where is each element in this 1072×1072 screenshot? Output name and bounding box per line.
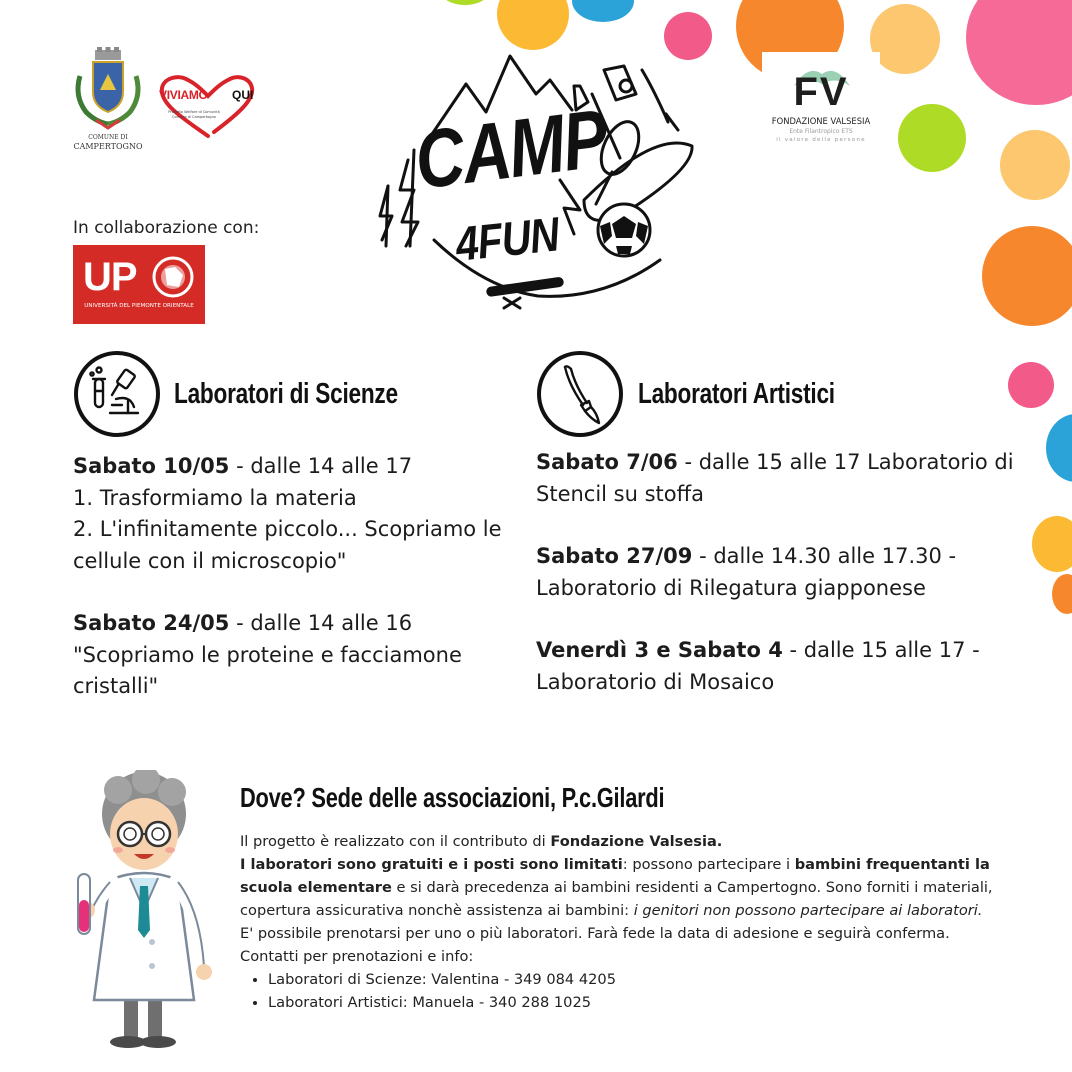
event-date: Sabato 27/09 <box>536 544 693 568</box>
contact-item: • Laboratori Artistici: Manuela - 340 288 1025 <box>268 991 1020 1014</box>
scientist-illustration <box>66 770 222 1050</box>
fondazione-valsesia-logo <box>762 52 880 146</box>
contacts-list <box>240 968 1020 1014</box>
scientist-icon <box>66 770 222 1050</box>
arts-event-1-line: Stencil su stoffa <box>536 481 704 506</box>
science-event-2-header <box>73 608 523 640</box>
science-event-1-line: cellule con il microscopio" <box>73 548 347 573</box>
upo-logo <box>73 245 205 324</box>
comune-label-2: CAMPERTOGNO <box>73 142 143 151</box>
paintbrush-icon <box>541 355 619 433</box>
science-event-2-line: cristalli" <box>73 674 159 698</box>
event-time: - dalle 15 alle 17 - <box>782 638 980 662</box>
comune-label-1: COMUNE DI <box>88 134 128 141</box>
info-text: : possono partecipare i <box>622 856 795 873</box>
event-time: - dalle 14.30 alle 17.30 - <box>692 544 957 568</box>
arts-event-2-header <box>536 541 1016 573</box>
science-event-2-line: "Scopriamo le proteine e facciamone <box>73 642 462 667</box>
viviamo-qui-logo <box>156 74 260 140</box>
info-bold: Fondazione Valsesia. <box>550 833 723 850</box>
camp-4fun-logo <box>374 50 704 316</box>
science-event-1-line: 2. L'infinitamente piccolo... Scopriamo le <box>73 517 502 541</box>
arts-schedule <box>536 447 1016 698</box>
contact-item: • Laboratori di Scienze: Valentina - 349 084 4205 <box>268 968 1020 991</box>
event-date: Sabato 10/05 <box>73 454 230 478</box>
upo-subtext: UNIVERSITÀ DEL PIEMONTE ORIENTALE <box>84 303 194 309</box>
info-bold: bambini frequentanti la scuola elementare <box>240 856 990 896</box>
fv-letters: FV <box>793 70 849 114</box>
science-event-1-header <box>73 451 523 483</box>
science-title: Laboratori di Scienze <box>174 378 398 410</box>
event-date: Venerdì 3 e Sabato 4 <box>536 638 783 662</box>
science-schedule <box>73 451 523 703</box>
heart-icon <box>156 74 260 140</box>
viviamo-word-3: QUI <box>232 88 254 102</box>
comune-logo <box>70 46 146 154</box>
upo-map-icon <box>151 255 195 299</box>
camp-logo-subtitle: 4FUN <box>453 208 562 272</box>
arts-title: Laboratori Artistici <box>638 378 835 410</box>
arts-event-3-header <box>536 635 1016 667</box>
coat-of-arms-icon <box>70 46 146 134</box>
camp-logo-title: CAMP <box>410 93 612 207</box>
fv-tagline: il valore delle persone <box>776 137 866 143</box>
microscope-icon <box>78 355 156 433</box>
science-icon-circle <box>74 351 160 437</box>
info-italic: i genitori non possono partecipare ai laboratori. <box>633 902 983 919</box>
viviamo-subtext: Progetto Welfare di Comunità Comune di Campertogno <box>168 110 220 119</box>
info-paragraph-3: E' possibile prenotarsi per uno o più laboratori. Farà fede la data di adesione e seguirà conferma. <box>240 925 950 942</box>
info-paragraph-2 <box>240 853 1020 922</box>
event-date: Sabato 24/05 <box>73 611 230 635</box>
arts-event-3-line: Laboratorio di Mosaico <box>536 669 775 694</box>
info-text: e si darà precedenza ai bambini residenti a Campertogno. Sono forniti i materiali, copertura assicurativa nonchè assistenza ai bambini: <box>240 879 993 919</box>
event-time: - dalle 14 alle 16 <box>229 611 413 635</box>
event-date: Sabato 7/06 <box>536 450 678 474</box>
info-paragraph-4: Contatti per prenotazioni e info: <box>240 948 474 965</box>
event-time: - dalle 15 alle 17 Laboratorio di <box>677 450 1014 474</box>
info-paragraph-1 <box>240 830 1020 853</box>
info-block <box>240 830 1020 1014</box>
fv-name: FONDAZIONE VALSESIA <box>771 116 871 126</box>
arts-event-1-header <box>536 447 1016 479</box>
fv-subtitle: Ente Filantropico ETS <box>789 128 853 135</box>
viviamo-word-1: VIVI <box>159 88 181 102</box>
upo-text: UP <box>83 255 137 299</box>
arts-icon-circle <box>537 351 623 437</box>
event-time: - dalle 14 alle 17 <box>229 454 413 478</box>
collab-label: In collaborazione con: <box>73 218 260 238</box>
science-event-1-line: 1. Trasformiamo la materia <box>73 485 357 510</box>
info-bold: I laboratori sono gratuiti e i posti sono limitati <box>240 856 623 873</box>
arts-event-2-line: Laboratorio di Rilegatura giapponese <box>536 575 926 600</box>
location-title: Dove? Sede delle associazioni, P.c.Gilardi <box>240 782 665 813</box>
viviamo-word-2: AMO <box>180 88 208 102</box>
info-text: Il progetto è realizzato con il contributo di <box>240 833 551 850</box>
